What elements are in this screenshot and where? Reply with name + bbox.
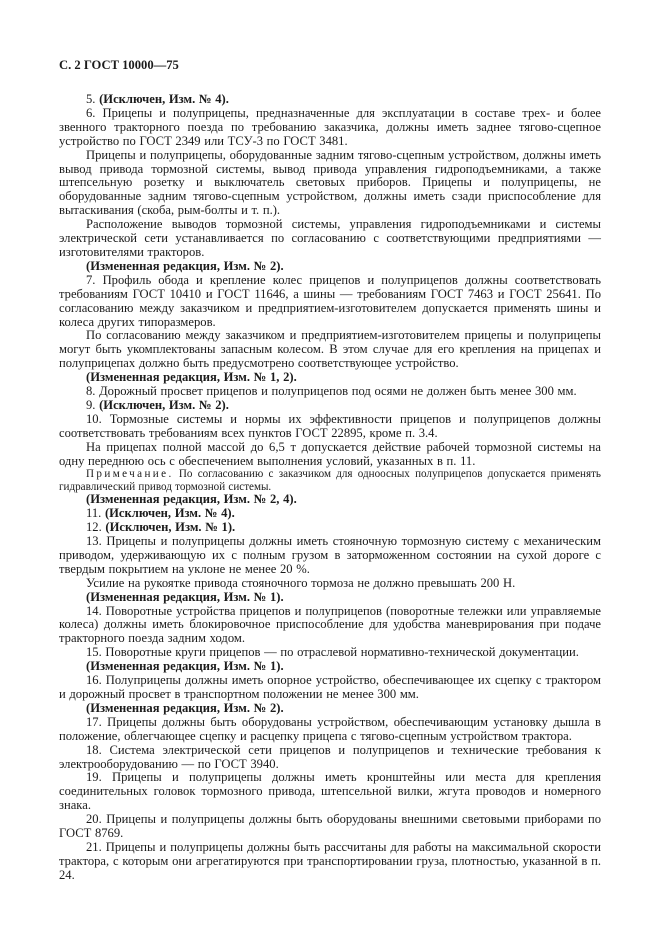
- clause-18: [59, 744, 601, 772]
- amendment-after-16: [59, 702, 601, 716]
- clause-19: [59, 771, 601, 813]
- clause-9: [59, 399, 601, 413]
- clause-10-cont: [59, 441, 601, 469]
- text-run: 9.: [86, 397, 100, 412]
- page-header: С. 2 ГОСТ 10000—75: [59, 58, 179, 72]
- text-run: (Исключен, Изм. № 2).: [99, 397, 229, 412]
- clause-13-cont: [59, 577, 601, 591]
- amendment-after-7: [59, 371, 601, 385]
- text-run: 8. Дорожный просвет прицепов и полуприцепов под осями не должен быть менее 300 мм.: [86, 384, 577, 399]
- text-run: 19. Прицепы и полуприцепы должны иметь кронштейны или места для крепления соединительных головок тормозного привода, штепсельной вилки, жгута проводов и номерного знака.: [59, 770, 601, 813]
- text-run: 12.: [86, 520, 106, 535]
- text-run: 11.: [86, 506, 105, 521]
- text-run: (Измененная редакция, Изм. № 1).: [86, 589, 284, 604]
- text-run: По согласованию между заказчиком и предприятием-изготовителем прицепы и полуприцепы могут быть укомплектованы запасным колесом. В этом случае для его крепления на прицепах и полуприцепах должно быть предусмотрено соответствующее устройство.: [59, 328, 601, 371]
- text-run: 6. Прицепы и полуприцепы, предназначенные для эксплуатации в составе трех- и более звенного тракторного поезда по требованию заказчика, должны иметь заднее тягово-сцепное устройство по ГОСТ 2349 или ТСУ-3 по ГОСТ 3481.: [59, 105, 601, 148]
- clause-11: [59, 507, 601, 521]
- text-run: 16. Полуприцепы должны иметь опорное устройство, обеспечивающее их сцепку с трактором и дорожный просвет в транспортном положении не менее 300 мм.: [59, 673, 601, 701]
- text-run: 21. Прицепы и полуприцепы должны быть рассчитаны для работы на максимальной скорости трактора, с которым они агрегатируются при транспортировании груза, плотностью, указанной в п. 24.: [59, 839, 601, 882]
- text-run: На прицепах полной массой до 6,5 т допускается действие рабочей тормозной системы на одну переднюю ось с обеспечением выполнения условий, указанных в п. 11.: [59, 439, 601, 468]
- text-run: (Исключен, Изм. № 4).: [99, 92, 229, 106]
- text-run: (Исключен, Изм. № 1).: [105, 520, 236, 535]
- text-run: 13. Прицепы и полуприцепы должны иметь стояночную тормозную систему с механическим приводом, удерживающую их с полным грузом в заторможенном состоянии на сухой дороге с твердым покрытием на уклоне не менее 20 %.: [59, 534, 601, 576]
- clause-15: [59, 646, 601, 660]
- amendment-after-15: [59, 660, 601, 674]
- text-run: (Исключен, Изм. № 4).: [104, 506, 235, 521]
- text-run: 17. Прицепы должны быть оборудованы устройством, обеспечивающим установку дышла в положение, облегчающее сцепку и расцепку прицепа с тягово-сцепным устройством трактора.: [59, 714, 601, 743]
- clause-7: [59, 274, 601, 330]
- clause-6-cont-1: [59, 149, 601, 219]
- clause-12: [59, 521, 601, 535]
- text-run: По согласованию с заказчиком для одноосных полуприцепов допускается применять гидравлический привод тормозной системы.: [59, 468, 601, 493]
- clause-7-cont: [59, 329, 601, 371]
- text-run: 20. Прицепы и полуприцепы должны быть оборудованы внешними световыми приборами по ГОСТ 8769.: [59, 812, 601, 841]
- clause-6-cont-2: [59, 218, 601, 260]
- text-run: 5.: [86, 92, 100, 106]
- text-run: 15. Поворотные круги прицепов — по отраслевой нормативно-технической документации.: [86, 645, 579, 660]
- text-run: Примечание.: [86, 468, 174, 481]
- text-run: 18. Система электрической сети прицепов и полуприцепов и технические требования к электрооборудованию — по ГОСТ 3940.: [59, 742, 601, 771]
- document-body: [59, 93, 601, 883]
- text-run: (Измененная редакция, Изм. № 1, 2).: [86, 370, 297, 385]
- amendment-after-13: [59, 591, 601, 605]
- clause-13: [59, 535, 601, 577]
- clause-5: [59, 93, 601, 107]
- text-run: 14. Поворотные устройства прицепов и полуприцепов (поворотные тележки или управляемые колеса) должны иметь блокировочное приспособление для удобства маневрирования при подаче тракторного поезда задним ходом.: [59, 603, 601, 646]
- clause-21: [59, 841, 601, 883]
- text-run: Усилие на рукоятке привода стояночного тормоза не должно превышать 200 Н.: [86, 575, 516, 590]
- text-run: 7. Профиль обода и крепление колес прицепов и полуприцепов должны соответствовать требованиям ГОСТ 10410 и ГОСТ 11646, а шины — требованиям ГОСТ 7463 и ГОСТ 25641. По согласованию между заказчиком и предприятием-изготовителем допускается применять шины и колеса других типоразмеров.: [59, 272, 601, 329]
- text-run: (Измененная редакция, Изм. № 2).: [86, 700, 284, 715]
- note: [59, 468, 601, 493]
- clause-16: [59, 674, 601, 702]
- clause-14: [59, 605, 601, 647]
- clause-6: [59, 107, 601, 149]
- text-run: Расположение выводов тормозной системы, управления гидроподъемниками и системы электрической сети устанавливается по согласованию с соответствующими предприятиями — изготовителями тракторов.: [59, 217, 601, 259]
- text-run: (Измененная редакция, Изм. № 2).: [86, 258, 284, 273]
- clause-17: [59, 716, 601, 744]
- text-run: 10. Тормозные системы и нормы их эффективности прицепов и полуприцепов должны соответствовать требованиям всех пунктов ГОСТ 22895, кроме п. 3.4.: [59, 411, 601, 440]
- amendment-after-6: [59, 260, 601, 274]
- text-run: Прицепы и полуприцепы, оборудованные задним тягово-сцепным устройством, должны иметь вывод привода тормозной системы, вывод привода управления гидроподъемниками, а также штепсельную розетку и выключатель световых приборов. Прицепы и полуприцепы, не оборудованные задним тягово-сцепным устройством, должны иметь сзади приспособление для вытаскивания (скоба, рым-болты и т. п.).: [59, 147, 601, 218]
- text-run: (Измененная редакция, Изм. № 2, 4).: [86, 492, 297, 507]
- text-run: (Измененная редакция, Изм. № 1).: [86, 659, 284, 674]
- clause-10: [59, 413, 601, 441]
- clause-8: [59, 385, 601, 399]
- amendment-after-10: [59, 493, 601, 507]
- clause-20: [59, 813, 601, 841]
